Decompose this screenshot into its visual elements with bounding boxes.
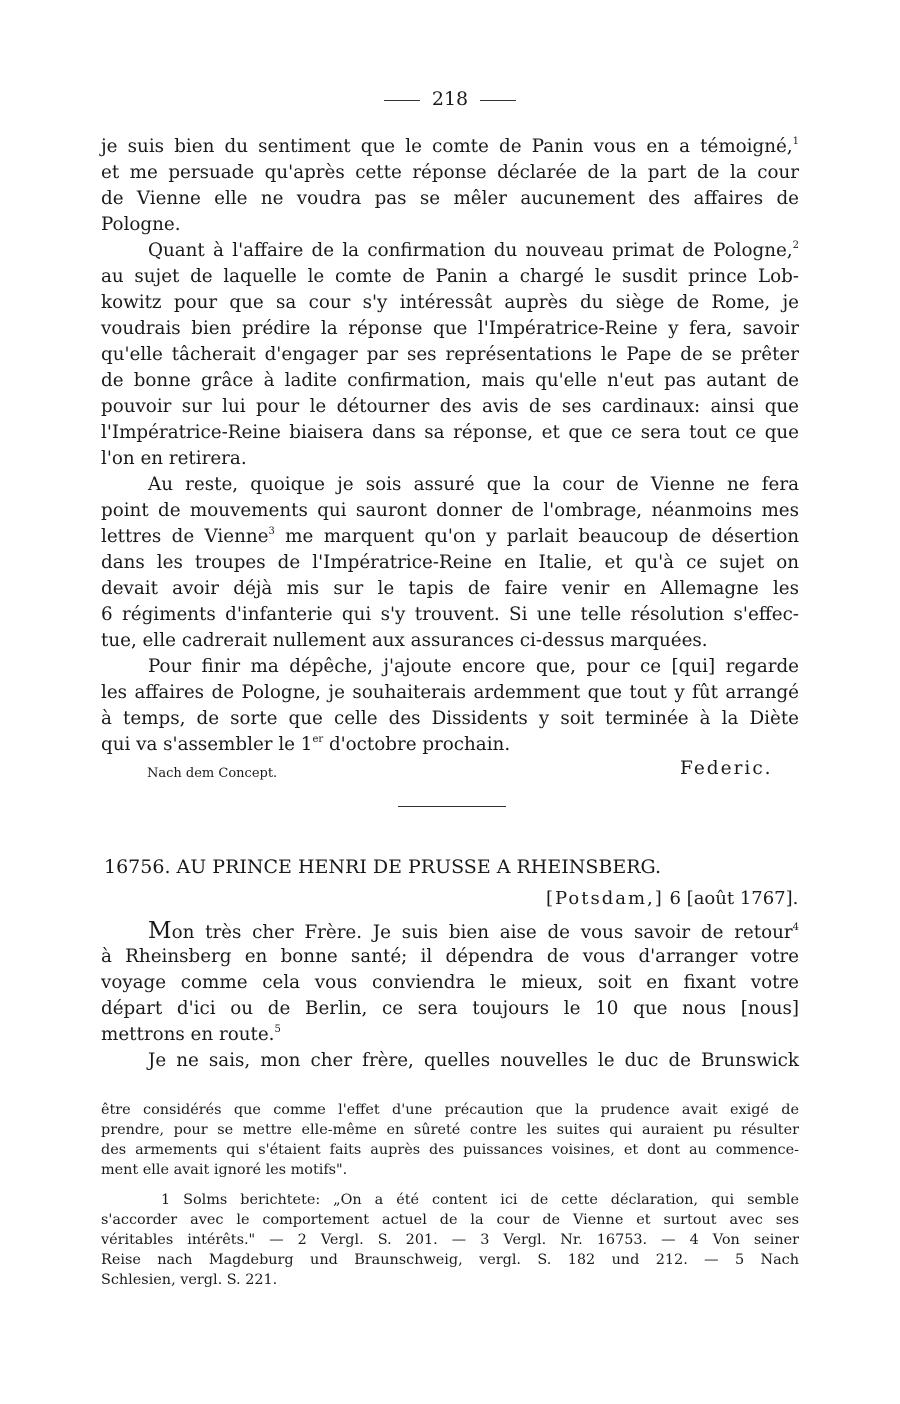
letter-heading: 16756. AU PRINCE HENRI DE PRUSSE A RHEINSBERG. xyxy=(104,856,662,878)
footnote-line: 1 Solms berichtete: „On a été content ici de cette déclaration, qui semble xyxy=(161,1192,799,1208)
text-line: mettrons en route.$^5$ xyxy=(101,1024,281,1045)
footnote-line: Reise nach Magdeburg und Braunschweig, vergl. S. 182 und 212. — 5 Nach xyxy=(101,1252,799,1268)
footnote-marker: 3 xyxy=(268,526,275,537)
text-line: kowitz pour que sa cour s'y intéressât auprès du siège de Rome, je xyxy=(101,292,799,313)
text-line: départ d'ici ou de Berlin, ce sera toujours le 10 que nous [nous] xyxy=(101,998,799,1019)
footnote-line: des armements qui s'étaient faits auprès des puissances voisines, et dont au commence- xyxy=(101,1142,799,1158)
footnote-line: s'accorder avec le comportement actuel de la cour de Vienne et surtout avec ses xyxy=(101,1212,799,1228)
text-line: les affaires de Pologne, je souhaiterais ardemment que tout y fût arrangé xyxy=(101,682,799,703)
text-line: je suis bien du sentiment que le comte de Panin vous en a témoigné,$^1$ xyxy=(101,136,799,157)
dateline: [Potsdam,] 6 [août 1767]. xyxy=(546,888,799,909)
text-line: l'Impératrice-Reine biaisera dans sa réponse, et que ce sera tout ce que xyxy=(101,422,799,443)
footnote-marker: 5 xyxy=(274,1024,281,1035)
text-line: devait avoir déjà mis sur le tapis de faire venir en Allemagne les xyxy=(101,578,799,599)
text-line: à Rheinsberg en bonne santé; il dépendra de vous d'arranger votre xyxy=(101,946,799,967)
text-line: pouvoir sur lui pour le détourner des avis de ses cardinaux: ainsi que xyxy=(101,396,799,417)
footnote-marker: 1 xyxy=(792,136,799,147)
text-line: Mon très cher Frère. Je suis bien aise de vous savoir de retour$^4$ xyxy=(148,918,799,944)
text-line: qui va s'assembler le 1er d'octobre prochain. xyxy=(101,734,511,755)
footnote-line: véritables intérêts." — 2 Vergl. S. 201. — 3 Vergl. Nr. 16753. — 4 Von seiner xyxy=(101,1232,799,1248)
text-line: Je ne sais, mon cher frère, quelles nouvelles le duc de Brunswick xyxy=(148,1050,799,1071)
text-line: Pour finir ma dépêche, j'ajoute encore que, pour ce [qui] regarde xyxy=(148,656,799,677)
text-line: 6 régiments d'infanterie qui s'y trouvent. Si une telle résolution s'effec- xyxy=(101,604,799,625)
text-line: voyage comme cela vous conviendra le mieux, soit en fixant votre xyxy=(101,972,799,993)
text-line: de bonne grâce à ladite confirmation, mais qu'elle n'eut pas autant de xyxy=(101,370,799,391)
source-note: Nach dem Concept. xyxy=(147,766,278,781)
footnote-line: être considérés que comme l'effet d'une précaution que la prudence avait exigé de xyxy=(101,1102,799,1118)
text-line: lettres de Vienne$^3$ me marquent qu'on y parlait beaucoup de désertion xyxy=(101,526,799,547)
text-line: Au reste, quoique je sois assuré que la cour de Vienne ne fera xyxy=(148,474,799,495)
text-line: Quant à l'affaire de la confirmation du nouveau primat de Pologne,$^2$ xyxy=(148,240,799,261)
footnote-marker: 4 xyxy=(792,922,799,933)
footnote-marker: 2 xyxy=(792,240,799,251)
text-line: au sujet de laquelle le comte de Panin a chargé le susdit prince Lob- xyxy=(101,266,799,287)
page-number: 218 xyxy=(0,88,900,110)
text-line: qu'elle tâcherait d'engager par ses représentations le Pape de se prêter xyxy=(101,344,799,365)
text-line: voudrais bien prédire la réponse que l'Impératrice-Reine y fera, savoir xyxy=(101,318,799,339)
text-line: tue, elle cadrerait nullement aux assurances ci-dessus marquées. xyxy=(101,630,708,651)
footnote-line: prendre, pour se mettre elle-même en sûreté contre les suites qui auraient pu résulter xyxy=(101,1122,799,1138)
text-line: de Vienne elle ne voudra pas se mêler aucunement des affaires de xyxy=(101,188,799,209)
text-line: dans les troupes de l'Impératrice-Reine en Italie, et qu'à ce sujet on xyxy=(101,552,799,573)
text-line: et me persuade qu'après cette réponse déclarée de la part de la cour xyxy=(101,162,799,183)
section-divider xyxy=(398,806,506,807)
text-line: l'on en retirera. xyxy=(101,448,247,469)
footnote-line: Schlesien, vergl. S. 221. xyxy=(101,1272,278,1288)
text-line: point de mouvements qui sauront donner de l'ombrage, néanmoins mes xyxy=(101,500,799,521)
footnote-line: ment elle avait ignoré les motifs". xyxy=(101,1162,348,1178)
text-line: Pologne. xyxy=(101,214,181,235)
text-line: à temps, de sorte que celle des Dissidents y soit terminée à la Diète xyxy=(101,708,799,729)
signature: Federic. xyxy=(680,758,773,779)
